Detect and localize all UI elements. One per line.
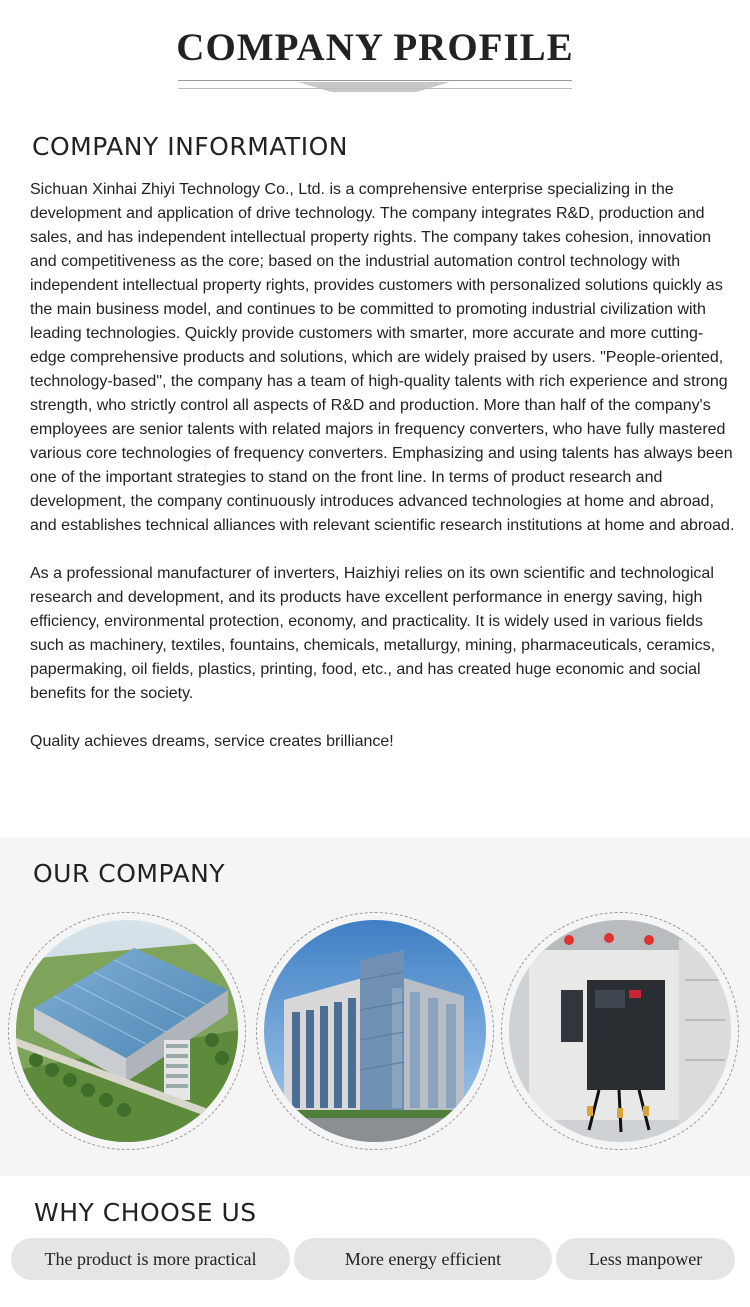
info-paragraph: Quality achieves dreams, service creates brilliance! (30, 733, 394, 750)
title-divider-notch (298, 82, 450, 92)
office-building-image (264, 920, 486, 1142)
inverter-cabinet-image (509, 920, 731, 1142)
office-building-photo (256, 912, 494, 1150)
page-title: COMPANY PROFILE (176, 26, 574, 69)
benefit-energy-efficient: More energy efficient (294, 1238, 552, 1280)
factory-aerial-image (16, 920, 238, 1142)
inverter-cabinet-photo (501, 912, 739, 1150)
company-information-body (30, 178, 736, 778)
factory-aerial-photo (8, 912, 246, 1150)
our-company-heading: OUR COMPANY (33, 859, 226, 888)
info-paragraph: As a professional manufacturer of inverters, Haizhiyi relies on its own scientific and technological research and development, and its products have excellent performance in energy saving, high efficiency, environmental protection, economy, and practicality. It is widely used in various fields such as machinery, textiles, fountains, chemicals, metallurgy, mining, pharmaceuticals, ceramics, papermaking, oil fields, plastics, printing, food, etc., and has created huge economic and social benefits for the society. (30, 565, 716, 702)
info-paragraph: Sichuan Xinhai Zhiyi Technology Co., Ltd. is a comprehensive enterprise specializing in the development and application of drive technology. The company integrates R&D, production and sales, and has independent intellectual property rights. The company takes cohesion, innovation and competitiveness as the core; based on the industrial automation control technology with independent intellectual property rights, provides customers with personalized solutions quickly as the main business model, and continues to be committed to promoting industrial civilization with leading technologies. Quickly provide customers with smarter, more accurate and more cutting-edge comprehensive products and solutions, which are widely praised by users. "People-oriented, technology-based", the company has a team of high-quality talents with rich experience and strong strength, who strictly control all aspects of R&D and production. More than half of the company's employees are senior talents with related majors in frequency converters, who have fully mastered various core technologies of frequency converters. Emphasizing and using talents has always been one of the important strategies to stand on the front line. In terms of product research and development, the company continuously introduces advanced technologies at home and abroad, and establishes technical alliances with relevant scientific research institutions at home and abroad. (30, 181, 735, 534)
why-choose-us-heading: WHY CHOOSE US (34, 1198, 257, 1227)
benefit-practical: The product is more practical (11, 1238, 290, 1280)
page-header (0, 0, 750, 100)
benefit-less-manpower: Less manpower (556, 1238, 735, 1280)
title-divider (178, 80, 572, 81)
title-divider-lower (178, 88, 572, 89)
company-information-heading: COMPANY INFORMATION (32, 132, 348, 161)
